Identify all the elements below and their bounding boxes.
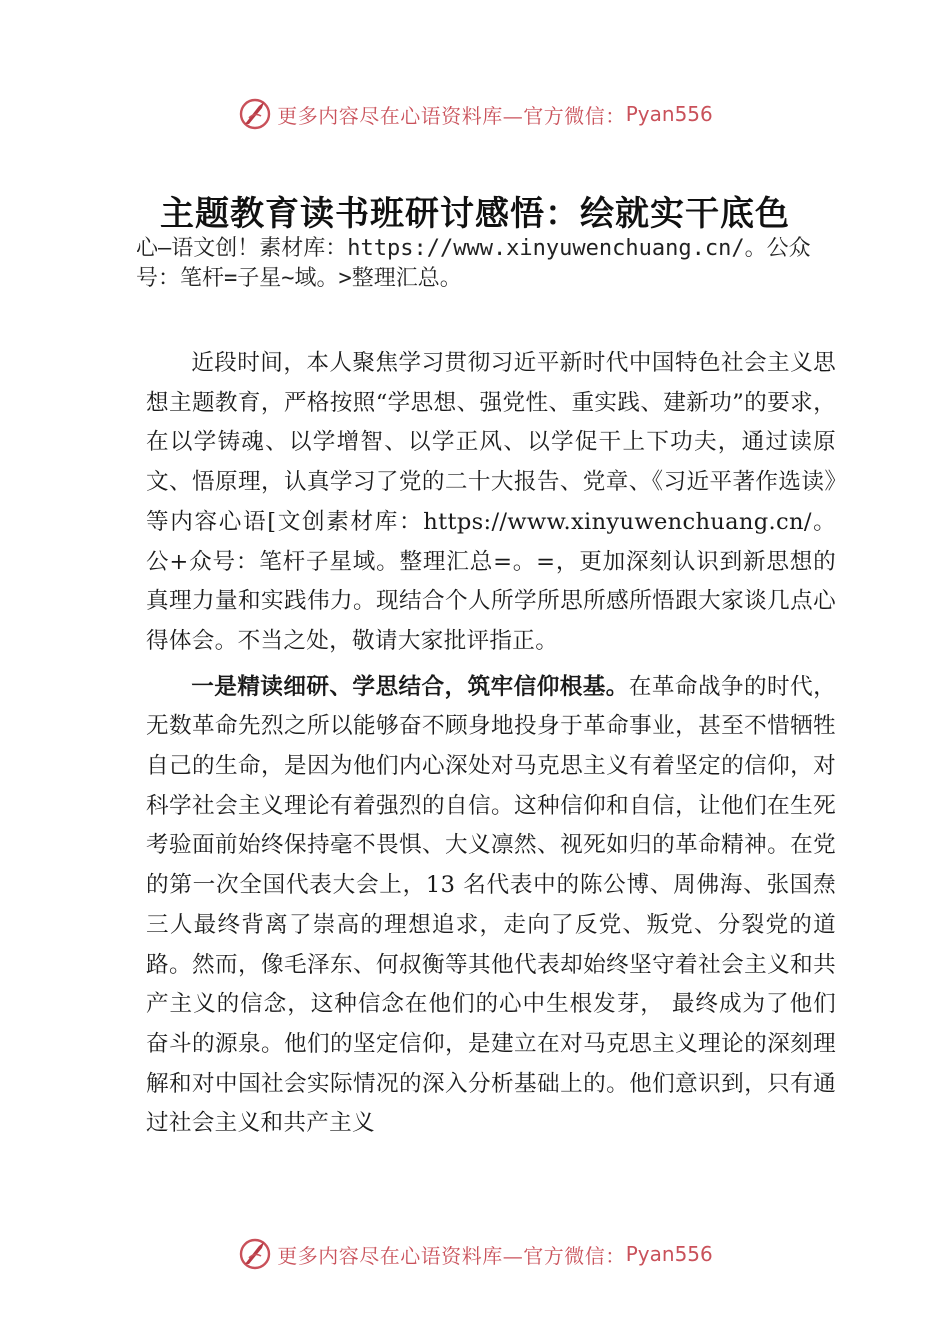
pen-logo-icon xyxy=(237,96,273,132)
banner-text: 更多内容尽在心语资料库—官方微信： xyxy=(277,103,626,128)
banner-wechat-id: Pyan556 xyxy=(625,102,713,126)
paragraph-lead: 一是精读细研、学思结合，筑牢信仰根基。 xyxy=(191,673,629,700)
document-title: 主题教育读书班研讨感悟：绘就实干底色 xyxy=(160,194,790,234)
header-watermark-banner xyxy=(0,92,950,136)
paragraph-text: 在革命战争的时代，无数革命先烈之所以能够奋不顾身地投身于革命事业，甚至不惜牺牲自己的生命，是因为他们内心深处对马克思主义有着坚定的信仰，对科学社会主义理论有着强烈的自信。这种信仰和自信，让他们在生死考验面前始终保持毫不畏惧、大义凛然、视死如归的革命精神。在党的第一次全国代表大会上，13 名代表中的陈公博、周佛海、张国焘三人最终背离了崇高的理想追求，走向了反党、叛党、分裂党的道路。然而，像毛泽东、何叔衡等其他代表却始终坚守着社会主义和共产主义的信念，这种信念在他们的心中生根发芽， 最终成为了他们奋斗的源泉。他们的坚定信仰，是建立在对马克思主义理论的深刻理解和对中国社会实际情况的深入分析基础上的。他们意识到，只有通过社会主义和共产主义 xyxy=(146,673,837,1137)
source-note: 心—语文创！素材库：https://www.xinyuwenchuang.cn/。公众号：笔杆=子星~域。>整理汇总。 xyxy=(136,236,811,291)
footer-watermark-banner xyxy=(0,1232,950,1276)
banner-text: 更多内容尽在心语资料库—官方微信： xyxy=(277,1243,626,1268)
paragraph-intro xyxy=(146,344,836,662)
paragraph-text: 近段时间，本人聚焦学习贯彻习近平新时代中国特色社会主义思想主题教育，严格按照“学思想、强党性、重实践、建新功”的要求，在以学铸魂、以学增智、以学正风、以学促干上下功夫，通过读原文、悟原理，认真学习了党的二十大报告、党章、《习近平著作选读》等内容心语[文创素材库：https://www.xinyuwenchuang.cn/。公+众号：笔杆子星域。整理汇总=。=，更加深刻认识到新思想的真理力量和实践伟力。现结合个人所学所思所感所悟跟大家谈几点心得体会。不当之处，敬请大家批评指正。 xyxy=(146,350,836,654)
paragraph-point-one xyxy=(146,668,836,1144)
pen-logo-icon xyxy=(237,1236,273,1272)
banner-wechat-id: Pyan556 xyxy=(625,1242,713,1266)
document-body xyxy=(146,344,836,1144)
